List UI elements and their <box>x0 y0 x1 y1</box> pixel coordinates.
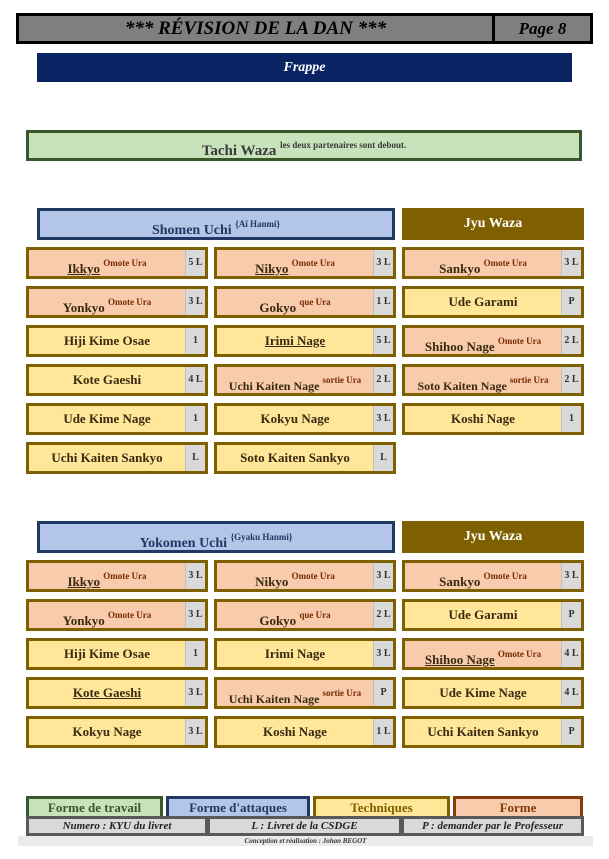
technique-label: Uchi Kaiten Nage <box>228 379 320 393</box>
technique-cell[interactable] <box>402 560 584 592</box>
technique-code: 2 L <box>374 367 393 393</box>
technique-name <box>217 289 374 315</box>
technique-label: Uchi Kaiten Sankyo <box>427 724 539 739</box>
technique-code: 2 L <box>374 602 393 628</box>
technique-code: 3 L <box>374 563 393 589</box>
technique-cell[interactable] <box>214 286 396 318</box>
legend-code-note: L : Livret de la CSDGE <box>207 816 402 836</box>
jyu-waza-header: Jyu Waza <box>402 208 584 240</box>
technique-name <box>405 289 562 315</box>
attack-form-stance: {Gyaku Hanmi} <box>230 532 293 542</box>
technique-cell[interactable] <box>26 325 208 357</box>
technique-name <box>405 406 562 432</box>
technique-cell[interactable] <box>402 716 584 748</box>
technique-name <box>29 367 186 393</box>
technique-variant: Omote Ura <box>103 258 147 268</box>
technique-cell[interactable] <box>26 560 208 592</box>
technique-code: 3 L <box>186 289 205 315</box>
technique-name <box>405 602 562 628</box>
technique-name <box>29 719 186 745</box>
technique-variant: que Ura <box>299 610 331 620</box>
technique-code: 5 L <box>186 250 205 276</box>
legend-item: Forme <box>453 796 583 818</box>
technique-name <box>29 641 186 667</box>
technique-name <box>217 602 374 628</box>
technique-code: 3 L <box>186 602 205 628</box>
technique-label: Ude Garami <box>448 607 518 622</box>
technique-name <box>29 328 186 354</box>
technique-variant: Omote Ura <box>497 649 542 659</box>
technique-name <box>217 563 374 589</box>
technique-label: Ude Kime Nage <box>439 685 527 700</box>
technique-variant: Omote Ura <box>107 297 152 307</box>
technique-name <box>217 328 374 354</box>
technique-cell[interactable] <box>214 364 396 396</box>
technique-label: Gokyo <box>259 613 297 628</box>
technique-cell[interactable] <box>402 638 584 670</box>
technique-label: Ikkyo <box>67 261 101 276</box>
legend-item: Techniques <box>313 796 450 818</box>
technique-variant: Omote Ura <box>291 571 335 581</box>
technique-label: Yonkyo <box>62 300 105 315</box>
legend-code-note: Numero : KYU du livret <box>26 816 208 836</box>
technique-variant: Omote Ura <box>103 571 147 581</box>
technique-code: 2 L <box>562 367 581 393</box>
technique-code: 3 L <box>186 680 205 706</box>
technique-code: 1 L <box>374 719 393 745</box>
technique-cell[interactable] <box>26 677 208 709</box>
technique-name <box>217 445 374 471</box>
technique-name <box>217 719 374 745</box>
technique-name <box>29 680 186 706</box>
technique-name <box>405 719 562 745</box>
technique-variant: Omote Ura <box>107 610 152 620</box>
work-form-label: Tachi Waza <box>201 143 277 159</box>
technique-cell[interactable] <box>402 286 584 318</box>
technique-name <box>405 367 562 393</box>
technique-cell[interactable] <box>214 716 396 748</box>
technique-label: Uchi Kaiten Nage <box>228 692 320 706</box>
technique-label: Shihoo Nage <box>424 652 495 667</box>
technique-cell[interactable] <box>214 599 396 631</box>
technique-label: Irimi Nage <box>264 333 326 348</box>
technique-code: P <box>562 289 581 315</box>
technique-cell[interactable] <box>402 677 584 709</box>
technique-name <box>217 250 374 276</box>
legend-item: Forme de travail <box>26 796 163 818</box>
technique-label: Ikkyo <box>67 574 101 589</box>
technique-cell[interactable] <box>402 325 584 357</box>
jyu-waza-header: Jyu Waza <box>402 521 584 553</box>
technique-label: Yonkyo <box>62 613 105 628</box>
technique-cell[interactable] <box>214 677 396 709</box>
technique-variant: Omote Ura <box>483 258 527 268</box>
technique-label: Soto Kaiten Sankyo <box>240 450 350 465</box>
technique-cell[interactable] <box>214 560 396 592</box>
technique-variant: sortie Ura <box>322 688 362 698</box>
technique-cell[interactable] <box>26 247 208 279</box>
technique-label: Koshi Nage <box>263 724 327 739</box>
category-banner: Frappe <box>37 53 572 82</box>
technique-name <box>29 406 186 432</box>
technique-cell[interactable] <box>26 599 208 631</box>
technique-name <box>217 641 374 667</box>
technique-code: 3 L <box>374 250 393 276</box>
technique-name <box>405 680 562 706</box>
technique-cell[interactable] <box>214 442 396 474</box>
technique-name <box>29 602 186 628</box>
technique-label: Nikyo <box>255 261 289 276</box>
technique-label: Kote Gaeshi <box>72 372 142 387</box>
technique-cell[interactable] <box>26 442 208 474</box>
technique-code: 3 L <box>186 719 205 745</box>
technique-name <box>405 250 562 276</box>
technique-name <box>29 250 186 276</box>
technique-cell[interactable] <box>26 716 208 748</box>
technique-code: P <box>562 602 581 628</box>
technique-variant: sortie Ura <box>322 375 362 385</box>
technique-label: Kokyu Nage <box>260 411 330 426</box>
technique-cell[interactable] <box>26 638 208 670</box>
technique-code: P <box>562 719 581 745</box>
technique-code: 3 L <box>562 563 581 589</box>
work-form-note: les deux partenaires sont debout. <box>280 140 407 150</box>
technique-label: Kokyu Nage <box>72 724 142 739</box>
technique-cell[interactable] <box>402 364 584 396</box>
technique-variant: Omote Ura <box>291 258 335 268</box>
technique-label: Hiji Kime Osae <box>64 333 150 348</box>
technique-code: 4 L <box>562 680 581 706</box>
technique-label: Ude Garami <box>448 294 518 309</box>
technique-code: 4 L <box>562 641 581 667</box>
technique-label: Koshi Nage <box>451 411 515 426</box>
technique-code: 3 L <box>186 563 205 589</box>
page-number: Page 8 <box>493 13 593 44</box>
technique-label: Kote Gaeshi <box>72 685 142 700</box>
attack-form-title: Yokomen Uchi <box>139 536 228 551</box>
technique-code: 3 L <box>374 641 393 667</box>
technique-cell[interactable] <box>214 403 396 435</box>
technique-code: L <box>186 445 205 471</box>
technique-variant: que Ura <box>299 297 331 307</box>
technique-cell[interactable] <box>214 325 396 357</box>
technique-label: Irimi Nage <box>264 646 326 661</box>
technique-cell[interactable] <box>402 599 584 631</box>
technique-code: P <box>374 680 393 706</box>
technique-name <box>405 328 562 354</box>
technique-variant: Omote Ura <box>497 336 542 346</box>
technique-name <box>29 563 186 589</box>
technique-name <box>217 406 374 432</box>
technique-variant: Omote Ura <box>483 571 527 581</box>
technique-code: 5 L <box>374 328 393 354</box>
technique-name <box>217 680 374 706</box>
technique-label: Nikyo <box>255 574 289 589</box>
technique-code: 3 L <box>374 406 393 432</box>
technique-name <box>29 445 186 471</box>
technique-label: Gokyo <box>259 300 297 315</box>
technique-label: Soto Kaiten Nage <box>417 379 507 393</box>
attack-form-header <box>37 521 395 553</box>
technique-code: 1 <box>186 641 205 667</box>
technique-code: 1 <box>186 328 205 354</box>
technique-cell[interactable] <box>214 638 396 670</box>
document-title: *** RÉVISION DE LA DAN *** <box>16 13 494 44</box>
technique-name <box>405 563 562 589</box>
technique-cell[interactable] <box>402 247 584 279</box>
technique-name <box>29 289 186 315</box>
technique-code: 1 L <box>374 289 393 315</box>
technique-code: 4 L <box>186 367 205 393</box>
technique-cell[interactable] <box>402 403 584 435</box>
technique-label: Uchi Kaiten Sankyo <box>51 450 163 465</box>
technique-label: Hiji Kime Osae <box>64 646 150 661</box>
technique-code: 3 L <box>562 250 581 276</box>
technique-code: 1 <box>186 406 205 432</box>
technique-variant: sortie Ura <box>509 375 549 385</box>
technique-name <box>405 641 562 667</box>
technique-cell[interactable] <box>26 403 208 435</box>
technique-label: Shihoo Nage <box>424 339 495 354</box>
technique-cell[interactable] <box>26 286 208 318</box>
technique-cell[interactable] <box>26 364 208 396</box>
technique-label: Sankyo <box>439 574 481 589</box>
technique-name <box>217 367 374 393</box>
attack-form-title: Shomen Uchi <box>151 223 232 238</box>
credit-line: Conception et réalisation : Johan BEGOT <box>18 836 593 846</box>
technique-cell[interactable] <box>214 247 396 279</box>
attack-form-header <box>37 208 395 240</box>
technique-label: Sankyo <box>439 261 481 276</box>
technique-code: 2 L <box>562 328 581 354</box>
attack-form-stance: {Aï Hanmi} <box>235 219 281 229</box>
technique-label: Ude Kime Nage <box>63 411 151 426</box>
work-form-banner <box>26 130 582 161</box>
technique-code: 1 <box>562 406 581 432</box>
legend-item: Forme d'attaques <box>166 796 310 818</box>
technique-code: L <box>374 445 393 471</box>
legend-code-note: P : demander par le Professeur <box>401 816 584 836</box>
